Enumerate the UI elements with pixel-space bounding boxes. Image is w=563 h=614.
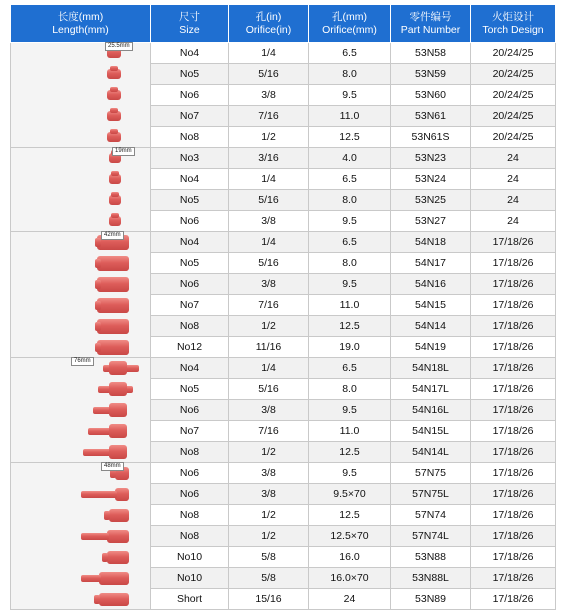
nozzle-icon bbox=[109, 382, 127, 396]
part-number-cell: 53N59 bbox=[391, 64, 471, 85]
torch-design-cell: 17/18/26 bbox=[471, 274, 556, 295]
part-number-cell: 54N14 bbox=[391, 316, 471, 337]
orifice-in-cell: 1/2 bbox=[229, 442, 309, 463]
part-number-cell: 57N75 bbox=[391, 463, 471, 484]
size-cell: No4 bbox=[151, 43, 229, 64]
nozzle-icon bbox=[111, 213, 119, 218]
nozzle-icon bbox=[111, 171, 119, 176]
nozzle-icon bbox=[111, 192, 119, 197]
table-header bbox=[11, 5, 556, 43]
orifice-mm-cell: 8.0 bbox=[309, 379, 391, 400]
size-cell: No6 bbox=[151, 274, 229, 295]
torch-design-cell: 24 bbox=[471, 169, 556, 190]
header-length: 长度(mm) Length(mm) bbox=[11, 5, 151, 43]
orifice-mm-cell: 9.5 bbox=[309, 274, 391, 295]
orifice-in-cell: 1/2 bbox=[229, 505, 309, 526]
orifice-in-cell: 5/8 bbox=[229, 547, 309, 568]
part-number-cell: 53N58 bbox=[391, 43, 471, 64]
nozzle-icon bbox=[97, 277, 129, 292]
part-number-cell: 54N18L bbox=[391, 358, 471, 379]
size-cell: No8 bbox=[151, 526, 229, 547]
orifice-mm-cell: 24 bbox=[309, 589, 391, 610]
table-body bbox=[11, 43, 556, 610]
table-row bbox=[11, 232, 556, 253]
orifice-in-cell: 15/16 bbox=[229, 589, 309, 610]
size-cell: No5 bbox=[151, 190, 229, 211]
part-number-cell: 53N89 bbox=[391, 589, 471, 610]
size-cell: No6 bbox=[151, 400, 229, 421]
orifice-in-cell: 3/8 bbox=[229, 484, 309, 505]
torch-design-cell: 17/18/26 bbox=[471, 253, 556, 274]
orifice-mm-cell: 6.5 bbox=[309, 358, 391, 379]
orifice-in-cell: 5/16 bbox=[229, 64, 309, 85]
nozzle-illustration bbox=[11, 358, 151, 462]
orifice-in-cell: 3/8 bbox=[229, 463, 309, 484]
part-number-cell: 53N25 bbox=[391, 190, 471, 211]
nozzle-icon bbox=[97, 319, 129, 334]
torch-design-cell: 17/18/26 bbox=[471, 484, 556, 505]
orifice-in-cell: 3/8 bbox=[229, 400, 309, 421]
nozzle-icon bbox=[81, 491, 117, 498]
orifice-mm-cell: 9.5 bbox=[309, 211, 391, 232]
torch-design-cell: 17/18/26 bbox=[471, 526, 556, 547]
orifice-mm-cell: 11.0 bbox=[309, 421, 391, 442]
nozzle-icon bbox=[81, 575, 101, 582]
orifice-mm-cell: 8.0 bbox=[309, 253, 391, 274]
size-cell: No10 bbox=[151, 547, 229, 568]
header-orifice-in: 孔(in) Orifice(in) bbox=[229, 5, 309, 43]
nozzle-icon bbox=[104, 511, 110, 520]
nozzle-image-cell bbox=[11, 232, 151, 358]
nozzle-icon bbox=[95, 343, 101, 352]
orifice-mm-cell: 16.0×70 bbox=[309, 568, 391, 589]
torch-design-cell: 24 bbox=[471, 148, 556, 169]
nozzle-icon bbox=[94, 595, 100, 604]
part-number-cell: 54N18 bbox=[391, 232, 471, 253]
nozzle-spec-table-wrapper bbox=[10, 4, 555, 610]
nozzle-icon bbox=[107, 530, 129, 543]
nozzle-icon bbox=[99, 593, 129, 606]
nozzle-icon bbox=[95, 280, 101, 289]
table-row bbox=[11, 463, 556, 484]
orifice-mm-cell: 12.5×70 bbox=[309, 526, 391, 547]
size-cell: No6 bbox=[151, 85, 229, 106]
part-number-cell: 54N19 bbox=[391, 337, 471, 358]
orifice-in-cell: 7/16 bbox=[229, 421, 309, 442]
table-row bbox=[11, 148, 556, 169]
torch-design-cell: 17/18/26 bbox=[471, 232, 556, 253]
nozzle-icon bbox=[99, 572, 129, 585]
length-dimension-label: 19mm bbox=[112, 147, 135, 156]
orifice-in-cell: 3/16 bbox=[229, 148, 309, 169]
orifice-mm-cell: 19.0 bbox=[309, 337, 391, 358]
orifice-mm-cell: 8.0 bbox=[309, 190, 391, 211]
nozzle-image-cell bbox=[11, 43, 151, 148]
orifice-mm-cell: 12.5 bbox=[309, 505, 391, 526]
nozzle-illustration bbox=[11, 232, 151, 357]
size-cell: No6 bbox=[151, 211, 229, 232]
size-cell: No7 bbox=[151, 106, 229, 127]
part-number-cell: 57N74 bbox=[391, 505, 471, 526]
part-number-cell: 57N74L bbox=[391, 526, 471, 547]
part-number-cell: 54N16 bbox=[391, 274, 471, 295]
nozzle-icon bbox=[109, 361, 127, 375]
size-cell: No12 bbox=[151, 337, 229, 358]
size-cell: No7 bbox=[151, 421, 229, 442]
header-row bbox=[11, 5, 556, 43]
nozzle-spec-table bbox=[10, 4, 556, 610]
torch-design-cell: 20/24/25 bbox=[471, 43, 556, 64]
size-cell: Short bbox=[151, 589, 229, 610]
torch-design-cell: 17/18/26 bbox=[471, 568, 556, 589]
size-cell: No10 bbox=[151, 568, 229, 589]
length-dimension-label: 76mm bbox=[71, 357, 94, 366]
torch-design-cell: 17/18/26 bbox=[471, 589, 556, 610]
orifice-in-cell: 1/4 bbox=[229, 232, 309, 253]
orifice-mm-cell: 12.5 bbox=[309, 316, 391, 337]
orifice-in-cell: 1/4 bbox=[229, 358, 309, 379]
nozzle-icon bbox=[109, 509, 129, 522]
torch-design-cell: 17/18/26 bbox=[471, 295, 556, 316]
part-number-cell: 53N23 bbox=[391, 148, 471, 169]
torch-design-cell: 17/18/26 bbox=[471, 337, 556, 358]
size-cell: No5 bbox=[151, 379, 229, 400]
orifice-mm-cell: 11.0 bbox=[309, 106, 391, 127]
torch-design-cell: 20/24/25 bbox=[471, 85, 556, 106]
orifice-mm-cell: 9.5 bbox=[309, 85, 391, 106]
part-number-cell: 54N15L bbox=[391, 421, 471, 442]
part-number-cell: 54N16L bbox=[391, 400, 471, 421]
torch-design-cell: 24 bbox=[471, 190, 556, 211]
orifice-mm-cell: 6.5 bbox=[309, 232, 391, 253]
orifice-mm-cell: 6.5 bbox=[309, 43, 391, 64]
orifice-in-cell: 5/8 bbox=[229, 568, 309, 589]
orifice-in-cell: 3/8 bbox=[229, 211, 309, 232]
nozzle-icon bbox=[102, 553, 108, 562]
part-number-cell: 54N14L bbox=[391, 442, 471, 463]
torch-design-cell: 17/18/26 bbox=[471, 379, 556, 400]
torch-design-cell: 17/18/26 bbox=[471, 505, 556, 526]
orifice-in-cell: 1/2 bbox=[229, 127, 309, 148]
orifice-mm-cell: 8.0 bbox=[309, 64, 391, 85]
orifice-in-cell: 5/16 bbox=[229, 190, 309, 211]
nozzle-image-cell bbox=[11, 463, 151, 610]
nozzle-icon bbox=[109, 445, 127, 459]
nozzle-illustration bbox=[11, 148, 151, 231]
torch-design-cell: 17/18/26 bbox=[471, 400, 556, 421]
nozzle-illustration bbox=[11, 463, 151, 609]
part-number-cell: 53N61 bbox=[391, 106, 471, 127]
length-dimension-label: 25.5mm bbox=[105, 42, 133, 51]
torch-design-cell: 20/24/25 bbox=[471, 64, 556, 85]
nozzle-icon bbox=[95, 259, 101, 268]
size-cell: No8 bbox=[151, 442, 229, 463]
orifice-mm-cell: 12.5 bbox=[309, 127, 391, 148]
part-number-cell: 53N88L bbox=[391, 568, 471, 589]
size-cell: No6 bbox=[151, 463, 229, 484]
orifice-mm-cell: 16.0 bbox=[309, 547, 391, 568]
table-row bbox=[11, 43, 556, 64]
nozzle-icon bbox=[95, 322, 101, 331]
torch-design-cell: 20/24/25 bbox=[471, 127, 556, 148]
orifice-in-cell: 7/16 bbox=[229, 295, 309, 316]
nozzle-icon bbox=[95, 301, 101, 310]
orifice-mm-cell: 12.5 bbox=[309, 442, 391, 463]
orifice-mm-cell: 4.0 bbox=[309, 148, 391, 169]
torch-design-cell: 20/24/25 bbox=[471, 106, 556, 127]
torch-design-cell: 17/18/26 bbox=[471, 442, 556, 463]
torch-design-cell: 17/18/26 bbox=[471, 358, 556, 379]
nozzle-icon bbox=[110, 108, 118, 113]
nozzle-icon bbox=[109, 403, 127, 417]
size-cell: No5 bbox=[151, 253, 229, 274]
size-cell: No4 bbox=[151, 358, 229, 379]
size-cell: No8 bbox=[151, 127, 229, 148]
nozzle-icon bbox=[97, 298, 129, 313]
part-number-cell: 53N61S bbox=[391, 127, 471, 148]
torch-design-cell: 17/18/26 bbox=[471, 421, 556, 442]
orifice-in-cell: 1/2 bbox=[229, 526, 309, 547]
orifice-mm-cell: 9.5 bbox=[309, 400, 391, 421]
header-part-number: 零件编号 Part Number bbox=[391, 5, 471, 43]
orifice-mm-cell: 9.5 bbox=[309, 463, 391, 484]
part-number-cell: 53N24 bbox=[391, 169, 471, 190]
size-cell: No5 bbox=[151, 64, 229, 85]
orifice-in-cell: 3/8 bbox=[229, 274, 309, 295]
orifice-in-cell: 1/2 bbox=[229, 316, 309, 337]
nozzle-icon bbox=[97, 340, 129, 355]
size-cell: No8 bbox=[151, 316, 229, 337]
nozzle-icon bbox=[110, 66, 118, 71]
torch-design-cell: 17/18/26 bbox=[471, 463, 556, 484]
nozzle-image-cell bbox=[11, 358, 151, 463]
nozzle-icon bbox=[97, 256, 129, 271]
header-torch-design: 火炬设计 Torch Design bbox=[471, 5, 556, 43]
size-cell: No4 bbox=[151, 169, 229, 190]
part-number-cell: 53N27 bbox=[391, 211, 471, 232]
part-number-cell: 54N17 bbox=[391, 253, 471, 274]
nozzle-icon bbox=[110, 129, 118, 134]
torch-design-cell: 17/18/26 bbox=[471, 547, 556, 568]
orifice-mm-cell: 6.5 bbox=[309, 169, 391, 190]
header-size: 尺寸 Size bbox=[151, 5, 229, 43]
part-number-cell: 57N75L bbox=[391, 484, 471, 505]
orifice-in-cell: 11/16 bbox=[229, 337, 309, 358]
size-cell: No8 bbox=[151, 505, 229, 526]
size-cell: No7 bbox=[151, 295, 229, 316]
part-number-cell: 53N60 bbox=[391, 85, 471, 106]
size-cell: No3 bbox=[151, 148, 229, 169]
nozzle-icon bbox=[115, 488, 129, 501]
nozzle-icon bbox=[81, 533, 109, 540]
orifice-mm-cell: 9.5×70 bbox=[309, 484, 391, 505]
part-number-cell: 54N17L bbox=[391, 379, 471, 400]
torch-design-cell: 24 bbox=[471, 211, 556, 232]
orifice-mm-cell: 11.0 bbox=[309, 295, 391, 316]
part-number-cell: 54N15 bbox=[391, 295, 471, 316]
torch-design-cell: 17/18/26 bbox=[471, 316, 556, 337]
orifice-in-cell: 3/8 bbox=[229, 85, 309, 106]
length-dimension-label: 48mm bbox=[101, 462, 124, 471]
nozzle-illustration bbox=[11, 43, 151, 147]
part-number-cell: 53N88 bbox=[391, 547, 471, 568]
orifice-in-cell: 1/4 bbox=[229, 169, 309, 190]
size-cell: No6 bbox=[151, 484, 229, 505]
nozzle-image-cell bbox=[11, 148, 151, 232]
orifice-in-cell: 7/16 bbox=[229, 106, 309, 127]
orifice-in-cell: 5/16 bbox=[229, 253, 309, 274]
orifice-in-cell: 1/4 bbox=[229, 43, 309, 64]
nozzle-icon bbox=[110, 87, 118, 92]
nozzle-icon bbox=[107, 551, 129, 564]
nozzle-icon bbox=[109, 424, 127, 438]
orifice-in-cell: 5/16 bbox=[229, 379, 309, 400]
table-row bbox=[11, 358, 556, 379]
length-dimension-label: 42mm bbox=[101, 231, 124, 240]
size-cell: No4 bbox=[151, 232, 229, 253]
header-orifice-mm: 孔(mm) Orifice(mm) bbox=[309, 5, 391, 43]
